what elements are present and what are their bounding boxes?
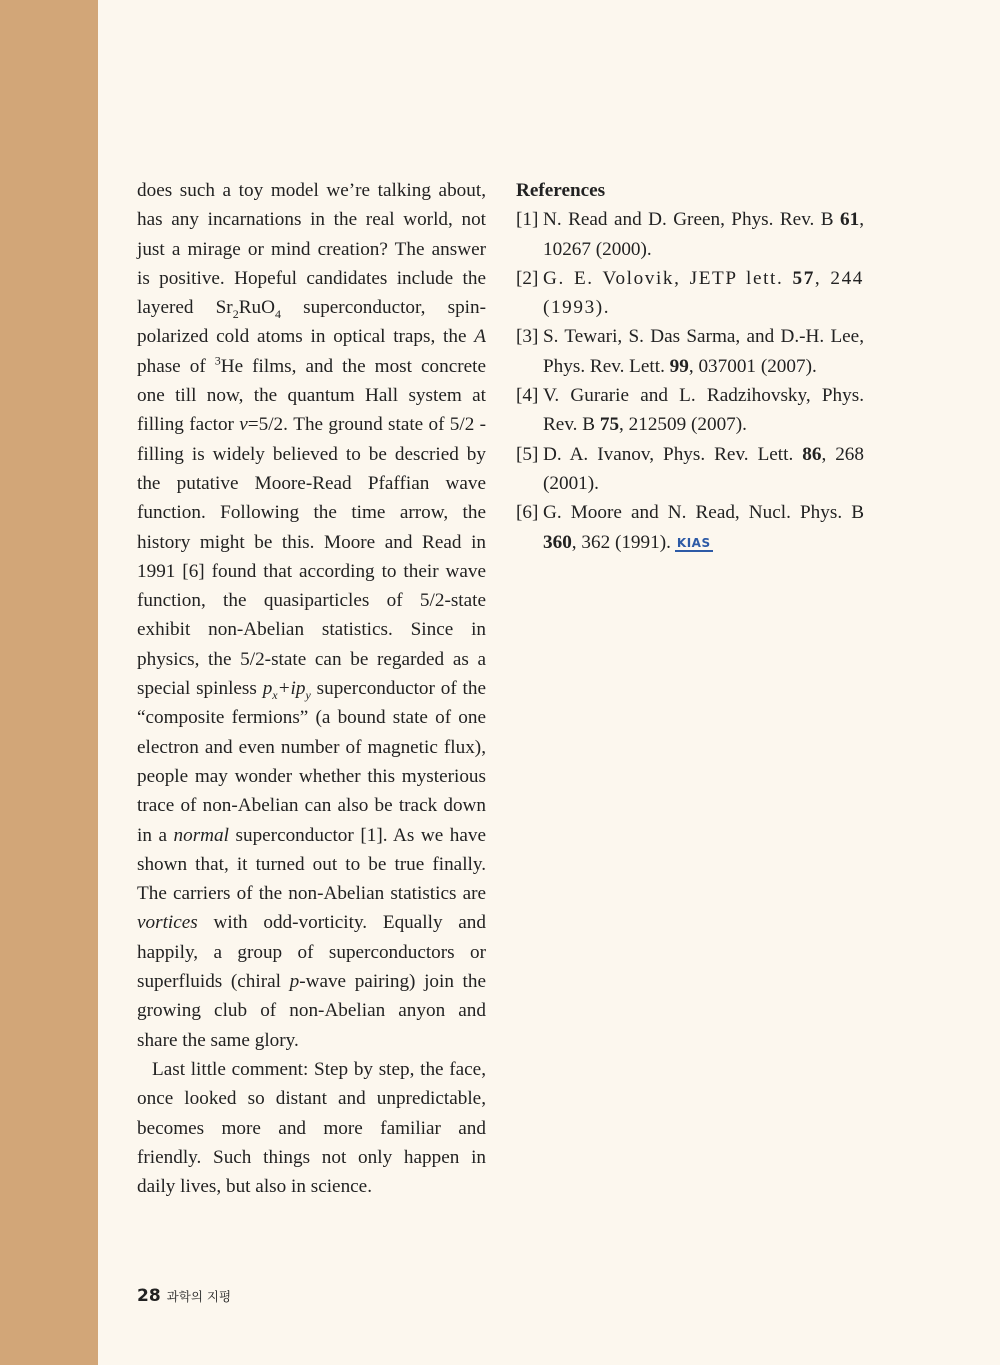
side-color-band [0,0,98,1365]
magazine-title: 과학의 지평 [166,1289,232,1304]
body-paragraph: Last little comment: Step by step, the face, once looked so distant and unpredictable, becomes more and more familiar and friendly. Such things not only happen in daily lives, but also in science. [137,1058,486,1198]
article-body-column [137,176,486,1201]
reference-list [516,205,864,557]
body-paragraph: does such a toy model we’re talking about, has any incarnations in the real world, not just a mirage or mind creation? The answer is positive. Hopeful candidates include the layered $Sr_2RuO_4$ superconductor, spin-polarized cold atoms in optical traps, the A phase of $^3$He films, and the most concrete one till now, the quantum Hall system at filling factor ν=5/2. The ground state of 5/2 -filling is widely believed to be descried by the putative Moore-Read Pfaffian wave function. Following the time arrow, the history might be this. Moore and Read in 1991 [6] found that according to their wave function, the quasiparticles of 5/2-state exhibit non-Abelian statistics. Since in physics, the 5/2-state can be regarded as a special spinless $p_x+ip_y$ superconductor of the “composite fermions” (a bound state of one electron and even number of magnetic flux), people may wonder whether this mysterious trace of non-Abelian can also be track down in a normal superconductor [1]. As we have shown that, it turned out to be true finally. The carriers of the non-Abelian statistics are vortices with odd-vorticity. Equally and happily, a group of superconductors or superfluids (chiral p-wave pairing) join the growing club of non-Abelian anyon and share the same glory. [137,180,486,1051]
references-heading: References [516,180,606,201]
reference-item: [6] G. Moore and N. Read, Nucl. Phys. B 360, 362 (1991). KIAS [516,502,864,553]
reference-item: [2] G. E. Volovik, JETP lett. 57, 244 (1993). [516,267,865,319]
references-column [516,176,864,557]
kias-logo-icon: KIAS [676,535,711,550]
reference-item: [5] D. A. Ivanov, Phys. Rev. Lett. 86, 268 (2001). [516,443,864,494]
reference-item: [4] V. Gurarie and L. Radzihovsky, Phys. Rev. B 75, 212509 (2007). [516,385,864,436]
reference-item: [1] N. Read and D. Green, Phys. Rev. B 61, 10267 (2000). [516,209,864,260]
reference-item: [3] S. Tewari, S. Das Sarma, and D.-H. Lee, Phys. Rev. Lett. 99, 037001 (2007). [516,326,864,377]
page-footer [137,1286,231,1306]
page-number: 28 [137,1286,161,1306]
